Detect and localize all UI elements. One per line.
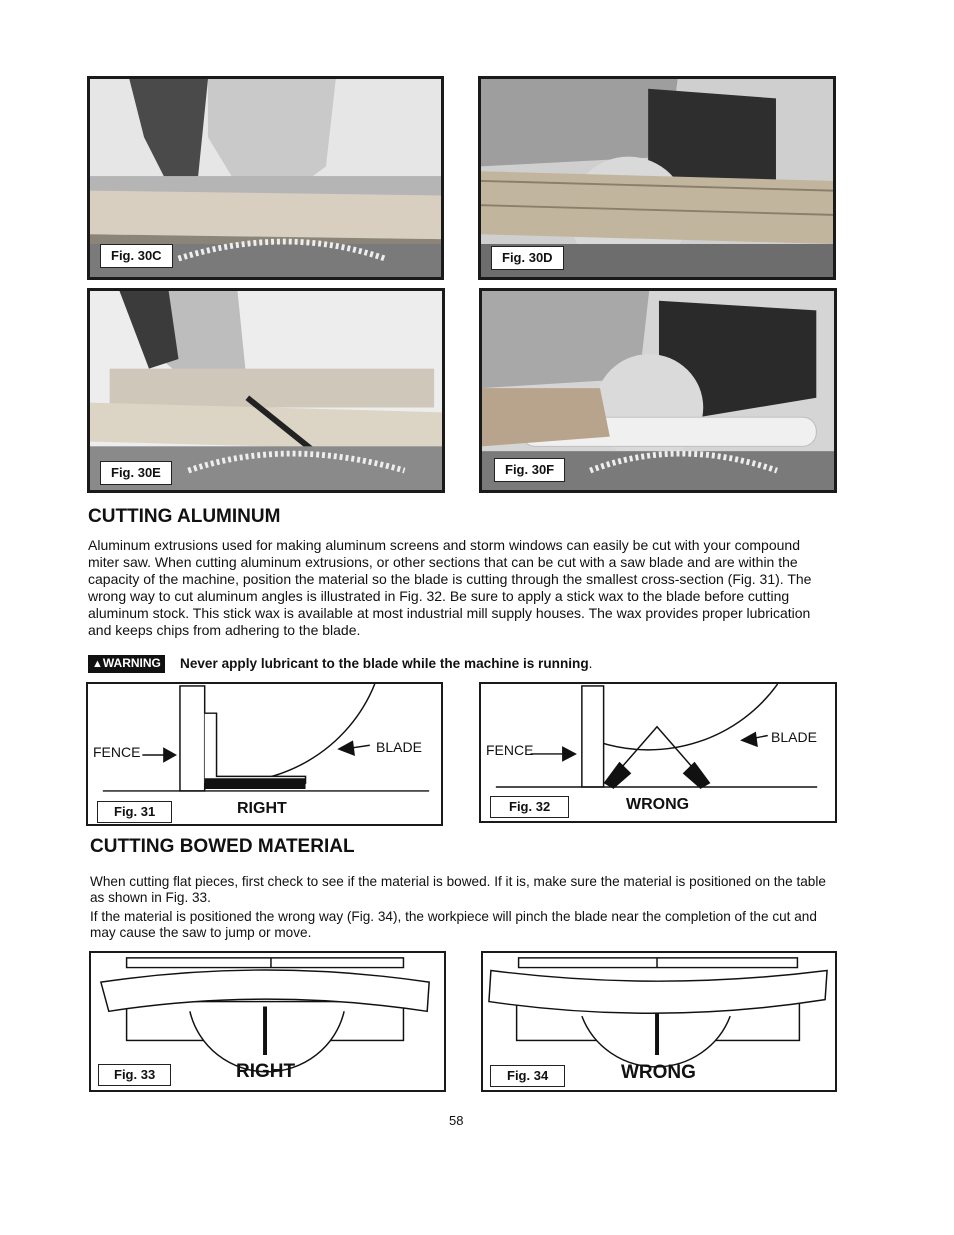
fig-31-blade-label: BLADE bbox=[376, 739, 422, 755]
warning-badge-text: WARNING bbox=[102, 656, 161, 670]
cutting-aluminum-paragraph: Aluminum extrusions used for making aluminum screens and storm windows can easily be cut with your compound miter saw. When cutting aluminum extrusions, or other sections that can be cut with a saw blade and are within the capacity of the machine, position the material so the blade is cutting through the smallest cross-section (Fig. 31). The wrong way to cut aluminum angles is illustrated in Fig. 32. Be sure to apply a stick wax to the blade before cutting aluminum stock. This stick wax is available at most industrial mill supply houses. The wax provides proper lubrication and keeps chips from adhering to the blade. bbox=[88, 537, 812, 638]
fig-34-verdict: WRONG bbox=[621, 1062, 696, 1083]
photo-fig-30d bbox=[478, 76, 836, 280]
fig-33-label: Fig. 33 bbox=[98, 1064, 171, 1086]
fig-31-fence-label: FENCE bbox=[93, 744, 141, 760]
cutting-bowed-paragraph-2: If the material is positioned the wrong way (Fig. 34), the workpiece will pinch the blade near the completion of the cut and may cause the saw to jump or move. bbox=[90, 909, 817, 940]
fig-30c-label: Fig. 30C bbox=[100, 244, 173, 268]
photo-fig-30f bbox=[479, 288, 837, 493]
diagram-fig-33 bbox=[89, 951, 446, 1092]
fig-30d-label: Fig. 30D bbox=[491, 246, 564, 270]
warning-triangle-icon: ▲ bbox=[92, 658, 103, 670]
fig-32-blade-label: BLADE bbox=[771, 729, 817, 745]
fig-30e-label: Fig. 30E bbox=[100, 461, 172, 485]
warning-text bbox=[180, 655, 592, 673]
diagram-fig-32 bbox=[479, 682, 837, 823]
fig-32-fence-label: FENCE bbox=[486, 742, 534, 758]
diagram-fig-31 bbox=[86, 682, 443, 826]
warning-period: . bbox=[588, 656, 593, 671]
fig-32-label: Fig. 32 bbox=[490, 796, 569, 818]
fig-32-verdict: WRONG bbox=[626, 796, 690, 813]
cutting-bowed-heading: CUTTING BOWED MATERIAL bbox=[90, 836, 355, 857]
page-number: 58 bbox=[449, 1113, 464, 1128]
fig-33-verdict: RIGHT bbox=[236, 1061, 296, 1082]
fig-31-verdict: RIGHT bbox=[237, 800, 287, 817]
warning-badge bbox=[88, 655, 165, 673]
fig-30f-label: Fig. 30F bbox=[494, 458, 565, 482]
fig-34-label: Fig. 34 bbox=[490, 1065, 565, 1087]
fig-31-label: Fig. 31 bbox=[97, 801, 172, 823]
cutting-bowed-paragraph-1: When cutting flat pieces, first check to see if the material is bowed. If it is, make sure the material is positioned on the table as shown in Fig. 33. bbox=[90, 874, 826, 905]
photo-fig-30e bbox=[87, 288, 445, 493]
diagram-fig-34 bbox=[481, 951, 837, 1092]
cutting-aluminum-heading: CUTTING ALUMINUM bbox=[88, 506, 281, 527]
warning-text-bold: Never apply lubricant to the blade while the machine is running bbox=[180, 656, 589, 671]
warning-line bbox=[88, 655, 848, 673]
photo-fig-30c bbox=[87, 76, 444, 280]
